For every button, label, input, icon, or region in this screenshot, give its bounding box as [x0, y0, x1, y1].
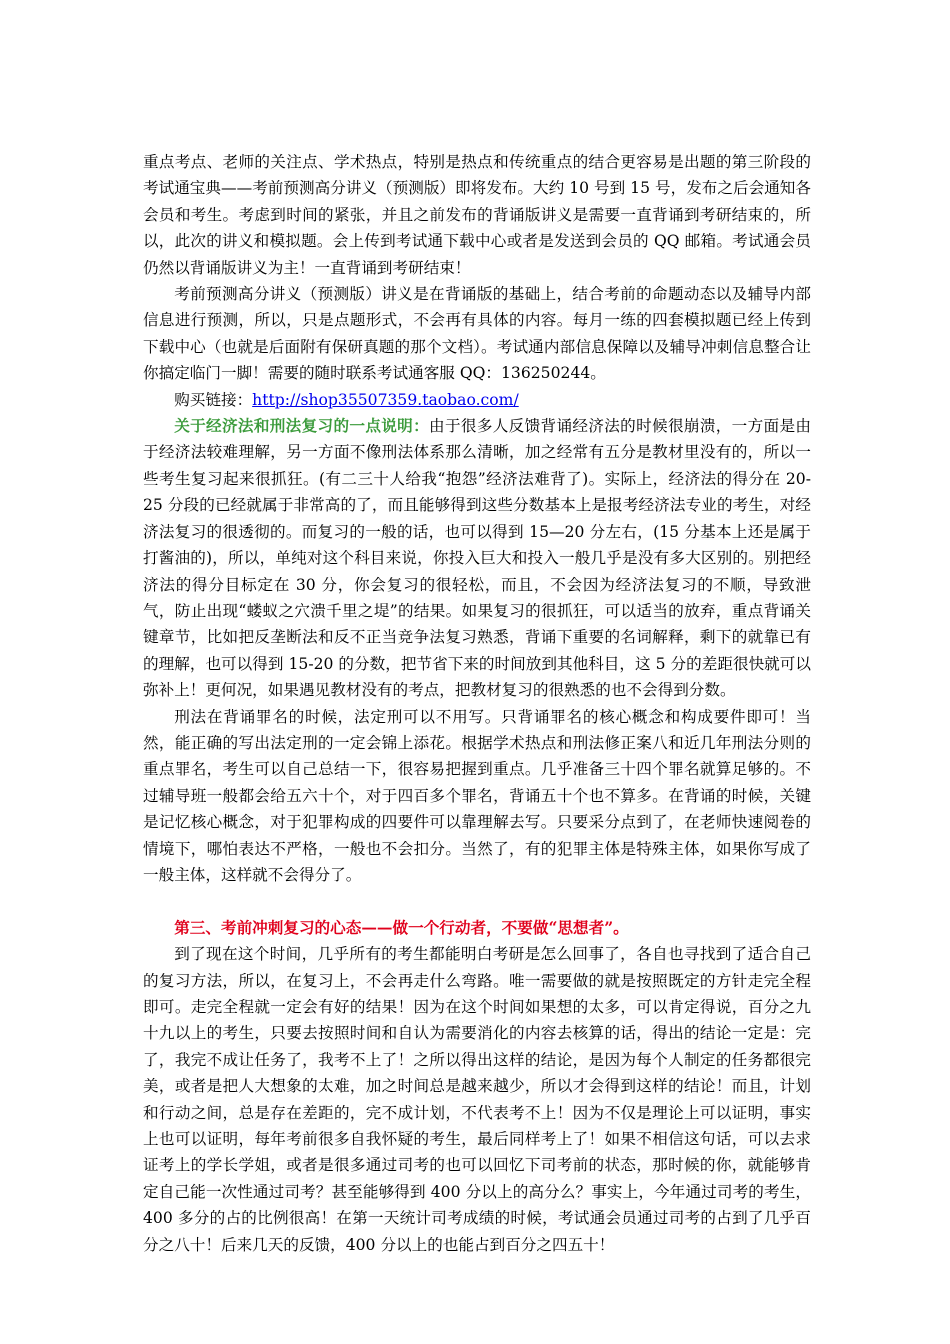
intro-paragraph-1: 重点考点、老师的关注点、学术热点，特别是热点和传统重点的结合更容易是出题的第三阶段的考试通宝典——考前预测高分讲义（预测版）即将发布。大约 10 号到 15 号，发布之后会通知各会员和考生。考虑到时间的紧张，并且之前发布的背诵版讲义是需要一直背诵到考研结束的，所以，此次的讲义和模拟题。会上传到考试通下载中心或者是发送到会员的 QQ 邮箱。考试通会员仍然以背诵版讲义为主！一直背诵到考研结束！	[143, 153, 811, 277]
purchase-label: 购买链接：	[174, 390, 253, 409]
blank-line	[143, 888, 811, 914]
section-3-body: 到了现在这个时间，几乎所有的考生都能明白考研是怎么回事了，各自也寻找到了适合自己的复习方法，所以，在复习上，不会再走什么弯路。唯一需要做的就是按照既定的方针走完全程即可。走完全程就一定会有好的结果！因为在这个时间如果想的太多，可以肯定得说，百分之九十九以上的考生，只要去按照时间和自认为需要消化的内容去核算的话，得出的结论一定是：完了，我完不成让任务了，我考不上了！之所以得出这样的结论，是因为每个人制定的任务都很完美，或者是把人大想象的太难，加之时间总是越来越少，所以才会得到这样的结论！而且，计划和行动之间，总是存在差距的，完不成计划，不代表考不上！因为不仅是理论上可以证明，事实上也可以证明，每年考前很多自我怀疑的考生，最后同样考上了！如果不相信这句话，可以去求证考上的学长学姐，或者是很多通过司考的也可以回忆下司考前的状态，那时候的你，就能够肯定自己能一次性通过司考？甚至能够得到 400 分以上的高分么？事实上，今年通过司考的考生，400 多分的占的比例很高！在第一天统计司考成绩的时候，考试通会员通过司考的占到了几乎百分之八十！后来几天的反馈，400 分以上的也能占到百分之四五十！	[143, 945, 811, 1254]
purchase-line	[143, 387, 811, 413]
criminal-law-paragraph: 刑法在背诵罪名的时候，法定刑可以不用写。只背诵罪名的核心概念和构成要件即可！当然，能正确的写出法定刑的一定会锦上添花。根据学术热点和刑法修正案八和近几年刑法分则的重点罪名，考生可以自己总结一下，很容易把握到重点。几乎准备三十四个罪名就算足够的。不过辅导班一般都会给五六十个，对于四百多个罪名，背诵五十个也不算多。在背诵的时候，关键是记忆核心概念，对于犯罪构成的四要件可以靠理解去写。只要采分点到了，在老师快速阅卷的情境下，哪怕表达不严格，一般也不会扣分。当然了，有的犯罪主体是特殊主体，如果你写成了一般主体，这样就不会得分了。	[143, 707, 811, 884]
document-page	[143, 149, 811, 1258]
econ-note-body: 由于很多人反馈背诵经济法的时候很崩溃，一方面是由于经济法较难理解，另一方面不像刑法体系那么清晰，加之经常有五分是教材里没有的，所以一些考生复习起来很抓狂。(有二三十人给我“抱怨”经济法难背了)。实际上，经济法的得分在 20-25 分段的已经就属于非常高的了，而且能够得到这些分数基本上是报考经济法专业的考生，对经济法复习的很透彻的。而复习的一般的话，也可以得到 15—20 分左右，(15 分基本上还是属于打酱油的)，所以，单纯对这个科目来说，你投入巨大和投入一般几乎是没有多大区别的。别把经济法的得分目标定在 30 分，你会复习的很轻松，而且，不会因为经济法复习的不顺，导致泄气，防止出现“蝼蚁之穴溃千里之堤”的结果。如果复习的很抓狂，可以适当的放弃，重点背诵关键章节，比如把反垄断法和反不正当竞争法复习熟悉，背诵下重要的名词解释，剩下的就靠已有的理解，也可以得到 15-20 的分数，把节省下来的时间放到其他科目，这 5 分的差距很快就可以弥补上！更何况，如果遇见教材没有的考点，把教材复习的很熟悉的也不会得到分数。	[143, 417, 811, 700]
purchase-link[interactable]: http://shop35507359.taobao.com/	[252, 390, 519, 409]
econ-note-title: 关于经济法和刑法复习的一点说明：	[174, 416, 430, 436]
econ-note-paragraph	[143, 413, 811, 703]
intro-paragraph-2: 考前预测高分讲义（预测版）讲义是在背诵版的基础上，结合考前的命题动态以及辅导内部信息进行预测，所以，只是点题形式，不会再有具体的内容。每月一练的四套模拟题已经上传到下载中心（也就是后面附有保研真题的那个文档）。考试通内部信息保障以及辅导冲刺信息整合让你搞定临门一脚！需要的随时联系考试通客服 QQ：136250244。	[143, 285, 811, 383]
section-3-heading: 第三、考前冲刺复习的心态——做一个行动者，不要做“思想者”。	[174, 917, 629, 937]
